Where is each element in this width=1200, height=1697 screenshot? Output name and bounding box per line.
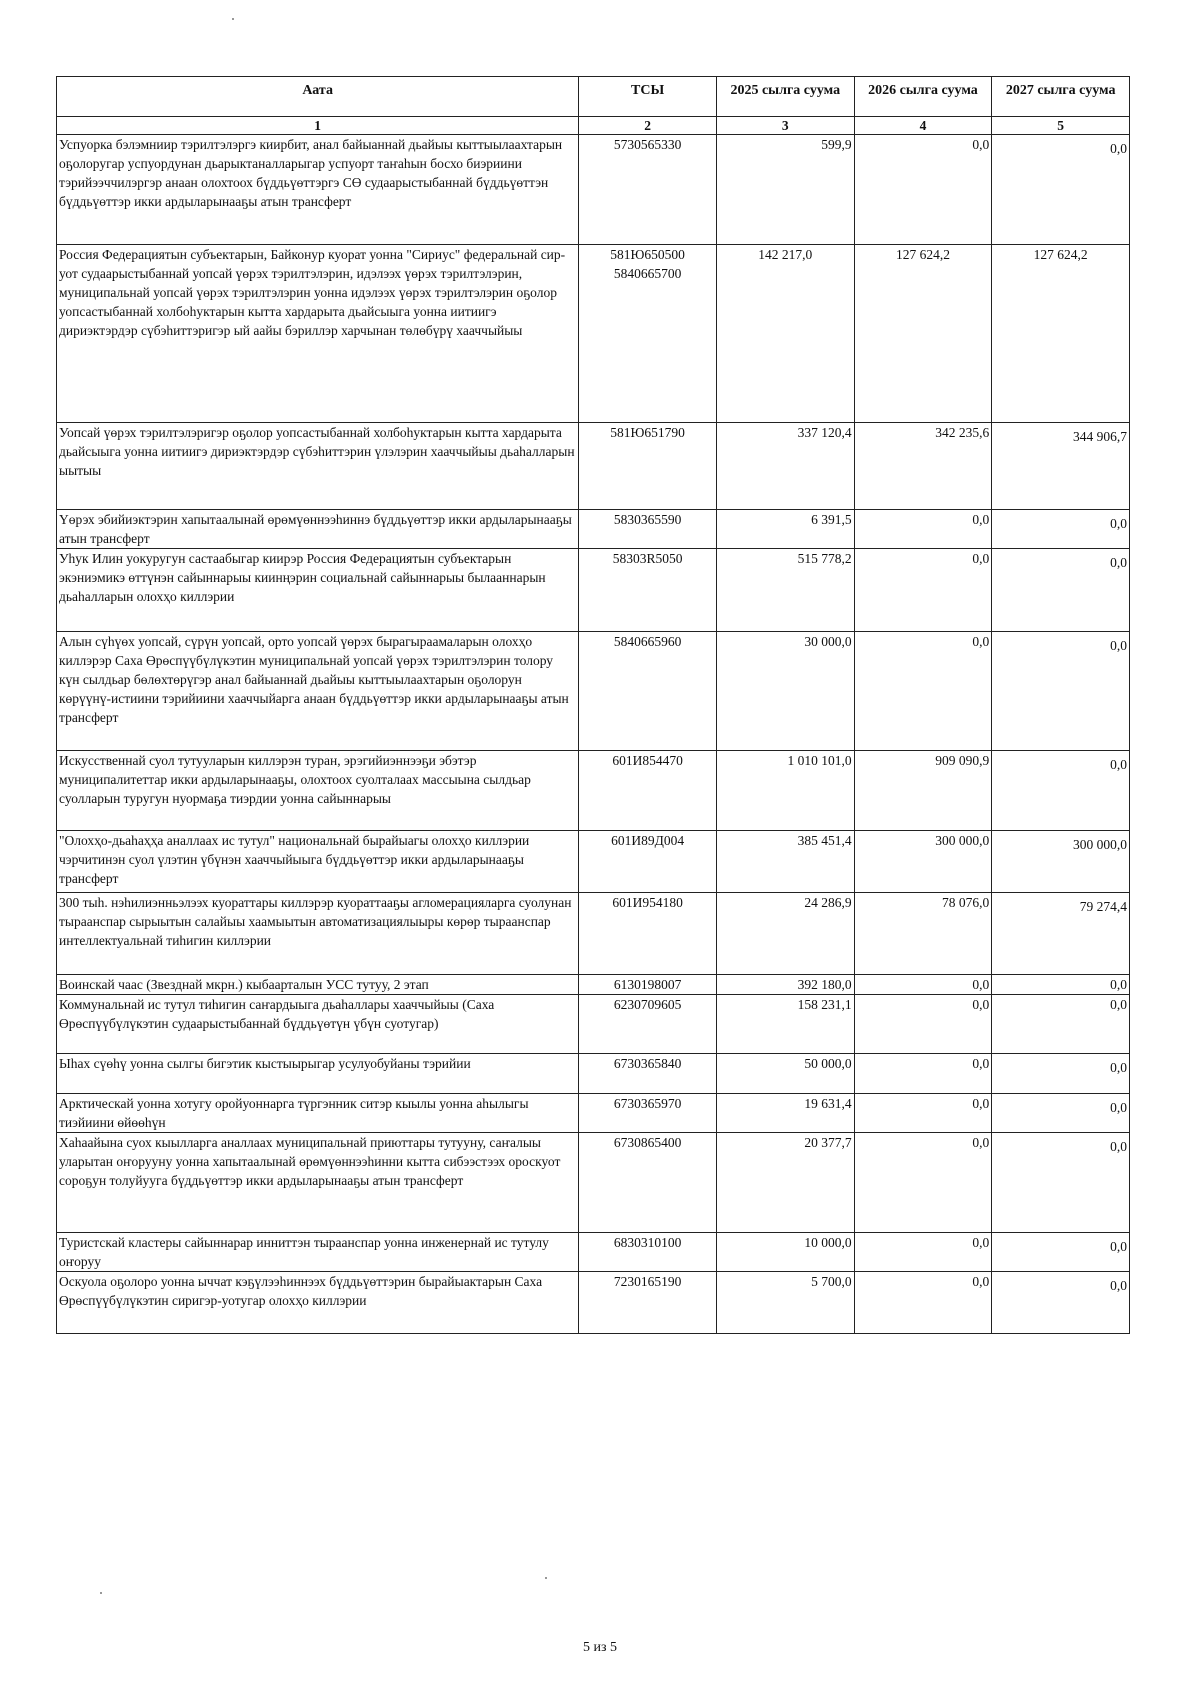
row-name: Успуорка бэлэмниир тэрилтэлэргэ киирбит, анал байыаннай дьайыы кыттыылаахтарын оҕолоругар успуордунан дьарыктаналларыгар успуорт таҥаһын босхо биэриини тэрийээччилэргэр анаан олохтоох бүддьүөттэргэ СӨ судаарыстыбаннай бүддьүөттэн бүддьүөттэр икки ардыларынааҕы атын трансферт: [57, 135, 579, 245]
table-row: [57, 995, 1130, 1054]
value-2026: 0,0: [854, 1272, 992, 1334]
value-2025: 142 217,0: [716, 245, 854, 423]
value-2027: 344 906,7: [992, 423, 1130, 510]
value-2027: 0,0: [992, 1054, 1130, 1094]
value-2025: 392 180,0: [716, 975, 854, 995]
code-value: 6130198007: [613, 977, 682, 992]
value-2027: 0,0: [992, 135, 1130, 245]
value-2026: 0,0: [854, 1233, 992, 1272]
row-name: Үөрэх эбийиэктэрин хапытаалынай өрөмүөннээһиннэ бүддьүөттэр икки ардыларынааҕы атын трансферт: [57, 510, 579, 549]
value-2027: 0,0: [992, 1133, 1130, 1233]
value-2025: 30 000,0: [716, 632, 854, 751]
value-2025: 20 377,7: [716, 1133, 854, 1233]
value-2027: 0,0: [992, 751, 1130, 831]
budget-table: [56, 76, 1130, 1334]
value-2025: 599,9: [716, 135, 854, 245]
value-2027: 79 274,4: [992, 893, 1130, 975]
value-2025: 6 391,5: [716, 510, 854, 549]
row-code: [579, 893, 717, 975]
value-2026: 0,0: [854, 549, 992, 632]
table-row: [57, 893, 1130, 975]
code-value: 6730365840: [613, 1056, 682, 1071]
table-row: [57, 1094, 1130, 1133]
value-2026: 0,0: [854, 1054, 992, 1094]
row-code: [579, 1233, 717, 1272]
value-2026: 0,0: [854, 975, 992, 995]
row-code: [579, 135, 717, 245]
code-value: 601И89Д004: [611, 833, 685, 848]
table-row: [57, 1054, 1130, 1094]
value-2027: 0,0: [992, 995, 1130, 1054]
value-2027: 127 624,2: [992, 245, 1130, 423]
value-2025: 19 631,4: [716, 1094, 854, 1133]
scan-speck: [545, 1577, 547, 1579]
value-2026: 300 000,0: [854, 831, 992, 893]
row-code: [579, 1133, 717, 1233]
value-2026: 0,0: [854, 510, 992, 549]
column-number: 5: [992, 117, 1130, 135]
page-number: 5 из 5: [582, 1640, 618, 1655]
value-2027: 0,0: [992, 632, 1130, 751]
value-2027: 0,0: [992, 975, 1130, 995]
value-2026: 78 076,0: [854, 893, 992, 975]
table-row: [57, 549, 1130, 632]
value-2026: 0,0: [854, 135, 992, 245]
value-2026: 342 235,6: [854, 423, 992, 510]
value-2026: 0,0: [854, 1094, 992, 1133]
code-value: 5840665700: [613, 266, 682, 281]
code-value: 7230165190: [613, 1274, 682, 1289]
table-row: [57, 1233, 1130, 1272]
row-name: Арктическай уонна хотугу оройуоннарга түргэнник ситэр кыылы уонна аһылыгы тиэйиини өйөөһүн: [57, 1094, 579, 1133]
header-2026: 2026 сылга суума: [854, 77, 992, 117]
row-name: Хаһаайына суох кыылларга аналлаах муниципальнай приюттары тутууну, саҥалыы уларытан оҥорууну уонна хапытаалынай өрөмүөннээһинни кытта сибээстээх ороскуот сороҕун толуйууга бүддьүөттэр икки ардыларынааҕы атын трансферт: [57, 1133, 579, 1233]
column-number: 3: [716, 117, 854, 135]
table-row: [57, 831, 1130, 893]
code-value: 5830365590: [613, 512, 682, 527]
code-value: 601И854470: [612, 753, 683, 768]
table-row: [57, 632, 1130, 751]
row-code: [579, 245, 717, 423]
code-value: 6230709605: [613, 997, 682, 1012]
value-2025: 385 451,4: [716, 831, 854, 893]
table-row: [57, 1133, 1130, 1233]
row-code: [579, 510, 717, 549]
value-2027: 0,0: [992, 510, 1130, 549]
code-value: 6730865400: [613, 1135, 682, 1150]
table-row: [57, 975, 1130, 995]
row-name: Уопсай үөрэх тэрилтэлэригэр оҕолор уопсастыбаннай холбоһуктарын кытта хардарыта дьайсыыга уонна иитиигэ дириэктэрдэр сүбэһиттэрин үлэлэрин хааччыйыы дьаһалларын ыытыы: [57, 423, 579, 510]
row-code: [579, 1094, 717, 1133]
value-2025: 10 000,0: [716, 1233, 854, 1272]
header-2027: 2027 сылга суума: [992, 77, 1130, 117]
code-value: 5730565330: [613, 137, 682, 152]
code-value: 6730365970: [613, 1096, 682, 1111]
header-name: Аата: [57, 77, 579, 117]
header-row: [57, 77, 1130, 117]
scan-speck: [100, 1592, 102, 1594]
value-2027: 0,0: [992, 1272, 1130, 1334]
row-name: Уһук Илин уокуругун састаабыгар киирэр Россия Федерациятын субъектарын экэниэмикэ өттүнэн сайыннарыы киинңэрин социальнай сайыннарыы былааннарын дьаһалларын олохҳо киллэрии: [57, 549, 579, 632]
row-name: Искусственнай суол тутууларын киллэрэн туран, эрэгийиэннээҕи эбэтэр муниципалитеттар икки ардыларынааҕы, олохтоох суолталаах массыына сылдьар суолларын туругун нуормаҕа тиэрдии уонна сайыннарыы: [57, 751, 579, 831]
value-2026: 909 090,9: [854, 751, 992, 831]
row-code: [579, 423, 717, 510]
row-name: Ыһах сүөһү уонна сылгы бигэтик кыстыырыгар усулуобуйаны тэрийии: [57, 1054, 579, 1094]
row-code: [579, 1272, 717, 1334]
value-2027: 300 000,0: [992, 831, 1130, 893]
row-name: Россия Федерациятын субъектарын, Байконур куорат уонна "Сириус" федеральнай сир-уот судаарыстыбаннай уопсай үөрэх тэрилтэлэрин, идэлээх үөрэх тэрилтэлэрин, муниципальнай уопсай үөрэх тэрилтэлэрин уонна идэлээх үөрэх тэрилтэлэрин оҕолор уопсастыбаннай холбоһуктарын кытта хардарыта дьайсыыга уонна иитиигэ дириэктэрдэр сүбэһиттэригэр ый аайы бэриллэр харчынан төлөбүрү хааччыйыы: [57, 245, 579, 423]
value-2026: 127 624,2: [854, 245, 992, 423]
value-2025: 337 120,4: [716, 423, 854, 510]
code-value: 6830310100: [613, 1235, 682, 1250]
table-row: [57, 1272, 1130, 1334]
value-2026: 0,0: [854, 995, 992, 1054]
value-2027: 0,0: [992, 1094, 1130, 1133]
column-number: 2: [579, 117, 717, 135]
value-2025: 24 286,9: [716, 893, 854, 975]
column-number: 1: [57, 117, 579, 135]
row-code: [579, 995, 717, 1054]
row-code: [579, 1054, 717, 1094]
value-2025: 50 000,0: [716, 1054, 854, 1094]
value-2025: 158 231,1: [716, 995, 854, 1054]
row-name: Туристскай кластеры сайыннарар инниттэн тыраанспар уонна инженернай ис тутулу оҥоруу: [57, 1233, 579, 1272]
row-name: Воинскай чаас (Звезднай мкрн.) кыбаарталын УСС тутуу, 2 этап: [57, 975, 579, 995]
row-code: [579, 751, 717, 831]
table-row: [57, 423, 1130, 510]
code-value: 581Ю650500: [610, 247, 685, 262]
row-name: Коммунальнай ис тутул тиһигин саҥардыыга дьаһаллары хааччыйыы (Саха Өрөспүүбүлүкэтин судаарыстыбаннай бүддьүөтүн үбүн суотугар): [57, 995, 579, 1054]
row-name: Оскуола оҕолоро уонна ыччат кэҕүлээһиннээх бүддьүөттэрин бырайыактарын Саха Өрөспүүбүлүкэтин сиригэр-уотугар олохҳо киллэрии: [57, 1272, 579, 1334]
value-2025: 1 010 101,0: [716, 751, 854, 831]
value-2025: 515 778,2: [716, 549, 854, 632]
row-name: 300 тыһ. нэһилиэнньэлээх куораттары киллэрэр куораттааҕы агломерацияларга суолунан тыраанспар сырыытын салайыы хаамыытын автоматизациялыыры көрөр тыраанспар интеллектуальнай тиһигин киллэрии: [57, 893, 579, 975]
header-2025: 2025 сылга суума: [716, 77, 854, 117]
header-code: ТСЫ: [579, 77, 717, 117]
value-2026: 0,0: [854, 632, 992, 751]
code-value: 5840665960: [613, 634, 682, 649]
value-2027: 0,0: [992, 1233, 1130, 1272]
scan-speck: [232, 18, 234, 20]
column-number-row: [57, 117, 1130, 135]
row-code: [579, 632, 717, 751]
code-value: 601И954180: [612, 895, 683, 910]
table-row: [57, 135, 1130, 245]
value-2027: 0,0: [992, 549, 1130, 632]
table-row: [57, 245, 1130, 423]
row-name: "Олохҳо-дьаһаҳҳа аналлаах ис тутул" национальнай бырайыагы олохҳо киллэрии чэрчитинэн суол үлэтин үбүнэн хааччыйыыга бүддьүөттэр икки ардыларынааҕы трансферт: [57, 831, 579, 893]
table-row: [57, 510, 1130, 549]
column-number: 4: [854, 117, 992, 135]
value-2025: 5 700,0: [716, 1272, 854, 1334]
row-name: Алын сүһүөх уопсай, сүрүн уопсай, орто уопсай үөрэх бырагыраамаларын олохҳо киллэрэр Саха Өрөспүүбүлүкэтин муниципальнай уопсай үөрэх тэрилтэлэрин толору күн сылдьар бөлөхтөрүгэр анал байыаннай дьайыы кыттыылаахтарын оҕолорун көрүүнү-истиини тэрийиини хааччыйарга анаан бүддьүөттэр икки ардыларынааҕы атын трансферт: [57, 632, 579, 751]
table-row: [57, 751, 1130, 831]
code-value: 58303R5050: [612, 551, 683, 566]
code-value: 581Ю651790: [610, 425, 685, 440]
row-code: [579, 975, 717, 995]
value-2026: 0,0: [854, 1133, 992, 1233]
row-code: [579, 549, 717, 632]
row-code: [579, 831, 717, 893]
